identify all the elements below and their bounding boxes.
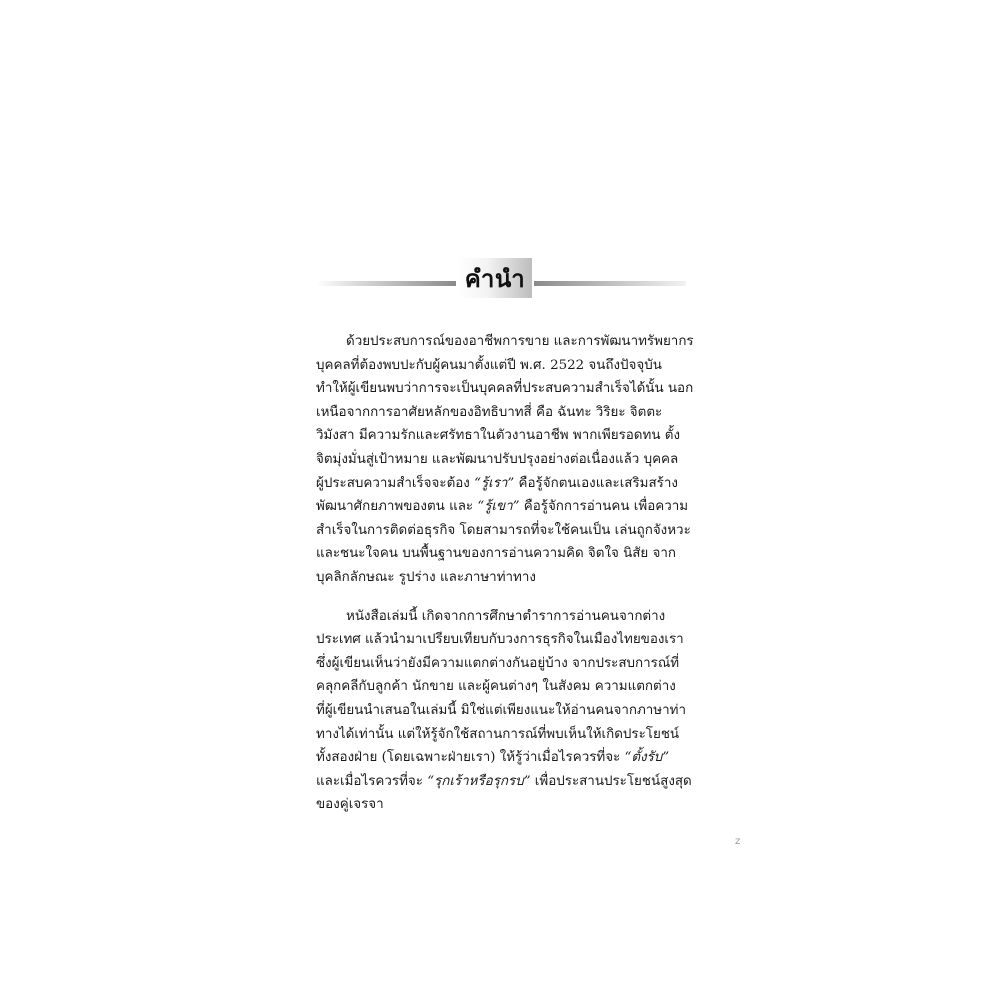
text-line: สำเร็จในการติดต่อธุรกิจ โดยสามารถที่จะใช้คนเป็น เล่นถูกจังหวะ (316, 522, 691, 538)
text-line: ซึ่งผู้เขียนเห็นว่ายังมีความแตกต่างกันอยู่บ้าง จากประสบการณ์ที่ (316, 655, 680, 671)
text-line: หนังสือเล่มนี้ เกิดจากการศึกษาตำราการอ่านคนจากต่าง (346, 608, 666, 624)
text-line: เหนือจากการอาศัยหลักของอิทธิบาทสี่ คือ ฉันทะ วิริยะ จิตตะ (316, 404, 663, 420)
paragraph-1 (316, 330, 694, 590)
body-text (316, 330, 694, 817)
text-line: บุคคลที่ต้องพบปะกับผู้คนมาตั้งแต่ปี พ.ศ. 2522 จนถึงปัจจุบัน (316, 357, 662, 373)
text-line: วิมังสา มีความรักและศรัทธาในตัวงานอาชีพ พากเพียรอดทน ตั้ง (316, 428, 680, 444)
heading-rule-left (316, 281, 456, 286)
text-line: ด้วยประสบการณ์ของอาชีพการขาย และการพัฒนาทรัพยากร (346, 334, 694, 349)
text-line: บุคลิกลักษณะ รูปร่าง และภาษาท่าทาง (316, 569, 536, 585)
text-line: ผู้ประสบความสำเร็จจะต้อง “รู้เรา” คือรู้จักตนเองและเสริมสร้าง (316, 475, 678, 491)
emphasis-rukrao: “รุกเร้าหรือรุกรบ” (427, 773, 531, 789)
text-line: ของคู่เจรจา (316, 797, 384, 813)
emphasis-rurao: “รู้เรา” (474, 475, 515, 491)
emphasis-rukhao: “รู้เขา” (477, 499, 520, 515)
text-line: ที่ผู้เขียนนำเสนอในเล่มนี้ มิใช่แต่เพียงแนะให้อ่านคนจากภาษาท่า (316, 702, 686, 718)
heading-band (316, 258, 686, 298)
text-line: ประเทศ แล้วนำมาเปรียบเทียบกับวงการธุรกิจในเมืองไทยของเรา (316, 632, 684, 648)
text-line: คลุกคลีกับลูกค้า นักขาย และผู้คนต่างๆ ในสังคม ความแตกต่าง (316, 679, 676, 695)
text-line: ทำให้ผู้เขียนพบว่าการจะเป็นบุคคลที่ประสบความสำเร็จได้นั้น นอก (316, 381, 694, 397)
heading-rule-right (534, 281, 686, 286)
page-title: คำนำ (458, 258, 532, 298)
text-line: จิตมุ่งมั่นสู่เป้าหมาย และพัฒนาปรับปรุงอย่างต่อเนื่องแล้ว บุคคล (316, 451, 679, 467)
paragraph-2 (316, 605, 692, 817)
emphasis-tangrap: “ตั้งรับ” (624, 750, 670, 766)
text-line: ทั้งสองฝ่าย (โดยเฉพาะฝ่ายเรา) ให้รู้ว่าเมื่อไรควรที่จะ “ตั้งรับ” (316, 750, 670, 766)
text-line: พัฒนาศักยภาพของตน และ “รู้เขา” คือรู้จักการอ่านคน เพื่อความ (316, 499, 689, 515)
text-line: ทางได้เท่านั้น แต่ให้รู้จักใช้สถานการณ์ที่พบเห็นให้เกิดประโยชน์ (316, 726, 680, 742)
text-line: และชนะใจคน บนพื้นฐานของการอ่านความคิด จิตใจ นิสัย จาก (316, 546, 676, 562)
text-line: และเมื่อไรควรที่จะ “รุกเร้าหรือรุกรบ” เพื่อประสานประโยชน์สูงสุด (316, 773, 692, 789)
page-number: z (735, 836, 741, 847)
